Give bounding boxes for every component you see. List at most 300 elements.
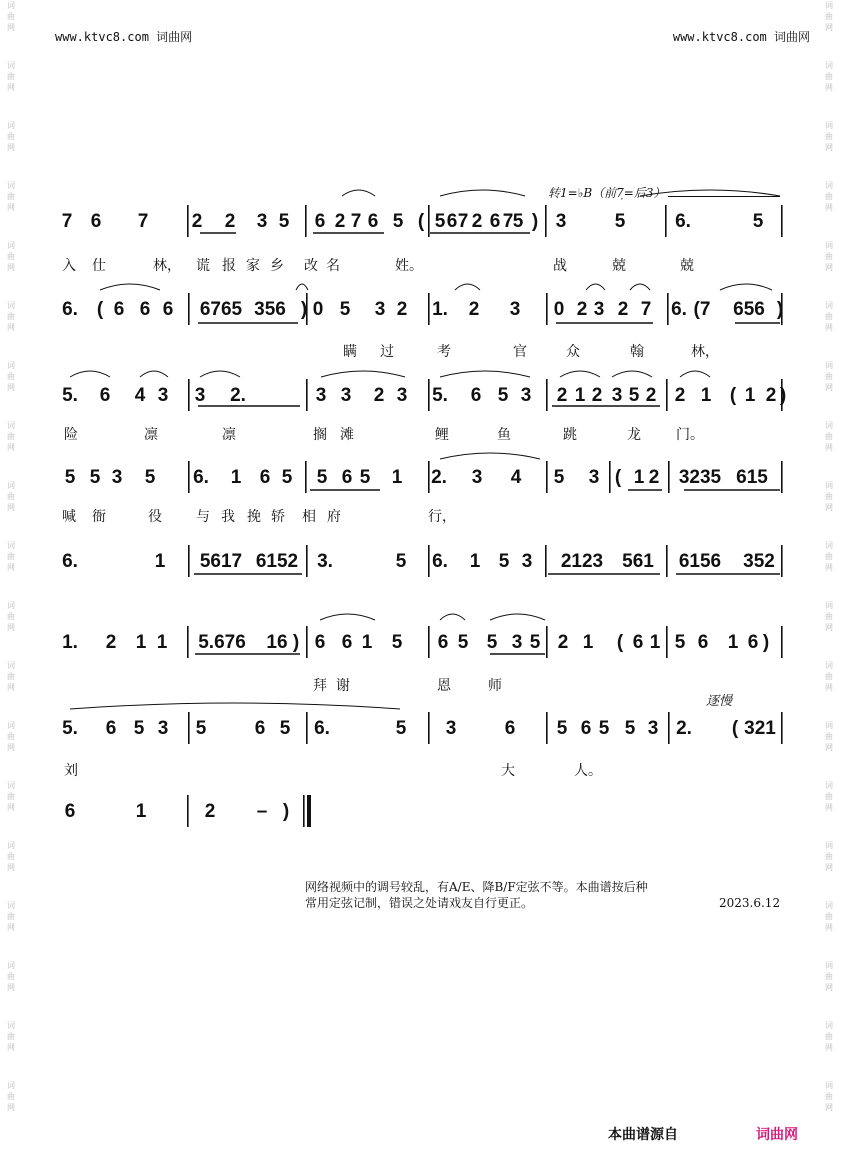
- watermark-char: 网: [7, 23, 15, 32]
- watermark-char: 词: [825, 901, 833, 910]
- note: 6: [489, 211, 501, 232]
- watermark-char: 网: [7, 983, 15, 992]
- watermark-char: 曲: [7, 792, 15, 801]
- watermark-char: 词: [7, 961, 15, 970]
- note: 5.: [432, 385, 448, 406]
- note: 3: [588, 467, 600, 488]
- watermark-char: 词: [825, 721, 833, 730]
- note: 2123: [560, 551, 604, 572]
- barline: [306, 626, 308, 658]
- note: 2.: [230, 385, 246, 406]
- watermark-char: 曲: [825, 552, 833, 561]
- watermark-char: 词: [825, 361, 833, 370]
- note: 5: [279, 718, 291, 739]
- slur: [680, 371, 710, 377]
- barline: [546, 626, 548, 658]
- watermark-char: 曲: [825, 372, 833, 381]
- note: 2: [468, 299, 480, 320]
- watermark-char: 词: [7, 421, 15, 430]
- watermark-char: 网: [825, 203, 833, 212]
- slur: [320, 614, 375, 620]
- note: 5: [359, 467, 371, 488]
- note: 6156: [678, 551, 722, 572]
- note: 321: [744, 718, 776, 739]
- watermark-char: 词: [7, 181, 15, 190]
- note: 6.: [314, 718, 330, 739]
- note: 1: [582, 632, 594, 653]
- watermark-char: 网: [825, 863, 833, 872]
- watermark-char: 词: [7, 301, 15, 310]
- barline: [781, 712, 783, 744]
- watermark-char: 网: [825, 23, 833, 32]
- watermark-char: 网: [825, 143, 833, 152]
- note: 3: [555, 211, 567, 232]
- watermark-char: 网: [825, 743, 833, 752]
- watermark-char: 曲: [7, 132, 15, 141]
- note: 6: [162, 299, 174, 320]
- slur: [720, 284, 772, 290]
- watermark-char: 词: [7, 61, 15, 70]
- note: 1: [633, 467, 645, 488]
- note: 2: [373, 385, 385, 406]
- lyric: 人。: [574, 763, 602, 779]
- note: (7: [693, 299, 711, 320]
- lyric: 家: [246, 258, 260, 274]
- note: 0: [553, 299, 565, 320]
- watermark-char: 词: [7, 1, 15, 10]
- watermark-char: 曲: [7, 912, 15, 921]
- watermark-char: 曲: [825, 672, 833, 681]
- note: 5: [497, 385, 509, 406]
- note: 6.: [62, 299, 78, 320]
- note: 3: [471, 467, 483, 488]
- note: 2: [334, 211, 346, 232]
- note: 6: [105, 718, 117, 739]
- note: 352: [743, 551, 775, 572]
- slur: [342, 190, 375, 196]
- note: 5: [195, 718, 207, 739]
- slur: [440, 371, 530, 377]
- lyric: 战: [553, 258, 567, 274]
- lyric: 过: [380, 344, 394, 360]
- note: 6: [314, 632, 326, 653]
- note: 6: [254, 718, 266, 739]
- watermark-char: 词: [825, 1081, 833, 1090]
- note: 3: [374, 299, 386, 320]
- watermark-char: 网: [825, 1043, 833, 1052]
- note: 5: [64, 467, 76, 488]
- note: 5: [457, 632, 469, 653]
- note-line-1: 网络视频中的调号较乱，有A/E、降B/F定弦不等。本曲谱按后种: [305, 880, 648, 894]
- note: 356: [254, 299, 286, 320]
- watermark-char: 词: [7, 541, 15, 550]
- note: 1: [727, 632, 739, 653]
- note: 6.: [675, 211, 691, 232]
- slur: [490, 614, 545, 620]
- note: 2: [576, 299, 588, 320]
- lyric: 门。: [676, 427, 704, 443]
- note: 3: [647, 718, 659, 739]
- watermark-char: 曲: [825, 492, 833, 501]
- watermark-char: 曲: [7, 732, 15, 741]
- lyric: 搁: [313, 427, 327, 443]
- watermark-char: 词: [825, 181, 833, 190]
- watermark-char: 网: [7, 263, 15, 272]
- note: 1: [700, 385, 712, 406]
- note: 7: [502, 211, 514, 232]
- watermark-char: 词: [825, 121, 833, 130]
- note: 1: [469, 551, 481, 572]
- watermark-char: 曲: [7, 972, 15, 981]
- note: 1: [154, 551, 166, 572]
- barline: [781, 626, 783, 658]
- note: 1.: [62, 632, 78, 653]
- barline: [428, 545, 430, 577]
- note: 2: [224, 211, 236, 232]
- note: 3: [157, 718, 169, 739]
- note: 3: [593, 299, 605, 320]
- note: 5: [598, 718, 610, 739]
- lyric: 官: [513, 344, 527, 360]
- lyric: 恩: [437, 678, 451, 694]
- lyric: 入: [62, 258, 76, 274]
- note: 6152: [255, 551, 299, 572]
- lyric: 行，: [428, 509, 456, 525]
- note: 7: [137, 211, 149, 232]
- barline: [307, 795, 311, 827]
- lyric: 挽: [247, 509, 261, 525]
- note: 5: [556, 718, 568, 739]
- watermark-char: 词: [825, 61, 833, 70]
- lyric: 衙: [92, 509, 106, 525]
- note: 6.: [193, 467, 209, 488]
- barline: [666, 545, 668, 577]
- barline: [188, 379, 190, 411]
- watermark-char: 曲: [825, 252, 833, 261]
- note: 1: [649, 632, 661, 653]
- note: 6: [64, 801, 76, 822]
- lyric: 林，: [153, 258, 181, 274]
- note: 3: [396, 385, 408, 406]
- lyric: 役: [148, 509, 162, 525]
- note: 5: [392, 211, 404, 232]
- watermark-char: 词: [7, 241, 15, 250]
- note: 6: [446, 211, 458, 232]
- watermark-char: 网: [825, 563, 833, 572]
- lyric: 鲤: [435, 427, 449, 443]
- note: 3: [256, 211, 268, 232]
- note: 2: [765, 385, 777, 406]
- note: 6: [139, 299, 151, 320]
- slur: [612, 371, 652, 377]
- note: 3: [445, 718, 457, 739]
- barline: [545, 545, 547, 577]
- note: 2: [556, 385, 568, 406]
- note: 6: [697, 632, 709, 653]
- note-date: 2023.6.12: [719, 896, 781, 910]
- note-line-2: 常用定弦记制，错误之处请戏友自行更正。: [305, 896, 534, 910]
- note: ): [292, 632, 300, 653]
- note: 6: [580, 718, 592, 739]
- barline: [668, 712, 670, 744]
- note: 6: [632, 632, 644, 653]
- note: 7: [640, 299, 652, 320]
- slur: [321, 371, 405, 377]
- watermark-char: 词: [825, 841, 833, 850]
- watermark-char: 词: [7, 901, 15, 910]
- barline: [305, 205, 307, 237]
- watermark-char: 网: [7, 743, 15, 752]
- watermark-char: 网: [7, 1043, 15, 1052]
- note: (: [731, 718, 739, 739]
- watermark-char: 网: [825, 83, 833, 92]
- header-right: www.ktvc8.com 词曲网: [672, 30, 810, 44]
- lyric: 翰: [630, 344, 644, 360]
- note: 3: [520, 385, 532, 406]
- slur: [100, 284, 160, 290]
- note: 1: [361, 632, 373, 653]
- slur: [560, 371, 600, 377]
- watermark-char: 曲: [825, 432, 833, 441]
- note: 6: [113, 299, 125, 320]
- lyric: 众: [566, 344, 580, 360]
- watermark-char: 词: [7, 661, 15, 670]
- note: 5: [486, 632, 498, 653]
- barline: [428, 712, 430, 744]
- watermark-char: 曲: [825, 72, 833, 81]
- note: 3235: [678, 467, 722, 488]
- slur: [586, 284, 605, 290]
- note: 3: [315, 385, 327, 406]
- footer-source: 本曲谱源自: [608, 1127, 678, 1143]
- note: ): [531, 211, 539, 232]
- lyric: 轿: [271, 509, 285, 525]
- key-change-line: [668, 196, 780, 197]
- note: 2.: [676, 718, 692, 739]
- barline: [609, 461, 611, 493]
- note: 6.: [671, 299, 687, 320]
- note: 2: [648, 467, 660, 488]
- watermark-char: 曲: [825, 732, 833, 741]
- barline: [306, 379, 308, 411]
- note: 1: [574, 385, 586, 406]
- watermark-char: 词: [7, 481, 15, 490]
- lyric: 林，: [691, 344, 719, 360]
- slur: [70, 371, 110, 377]
- watermark-char: 曲: [825, 1092, 833, 1101]
- note: 5: [529, 632, 541, 653]
- barline: [188, 712, 190, 744]
- barline: [428, 626, 430, 658]
- watermark-char: 曲: [7, 72, 15, 81]
- header-left: www.ktvc8.com 词曲网: [55, 30, 193, 44]
- watermark-char: 词: [825, 601, 833, 610]
- lyric: 险: [64, 427, 78, 443]
- watermark-char: 词: [7, 781, 15, 790]
- note: 5: [752, 211, 764, 232]
- lyric: 考: [437, 344, 451, 360]
- slur: [630, 284, 650, 290]
- watermark-char: 词: [7, 721, 15, 730]
- barline: [187, 626, 189, 658]
- note: (: [417, 211, 425, 232]
- barline: [428, 461, 430, 493]
- barline: [546, 293, 548, 325]
- lyric: 相: [302, 509, 316, 525]
- watermark-char: 词: [825, 781, 833, 790]
- barline: [188, 545, 190, 577]
- slur: [296, 284, 308, 290]
- note: 5: [674, 632, 686, 653]
- watermark-char: 词: [825, 961, 833, 970]
- barline: [428, 205, 430, 237]
- barline: [187, 795, 189, 827]
- note: 3: [509, 299, 521, 320]
- watermark-char: 曲: [825, 1032, 833, 1041]
- note: 5: [395, 718, 407, 739]
- note: 656: [733, 299, 765, 320]
- slur: [440, 190, 525, 196]
- note: 0: [312, 299, 324, 320]
- barline: [665, 205, 667, 237]
- note: 5: [498, 551, 510, 572]
- note: 6: [367, 211, 379, 232]
- note: 3: [111, 467, 123, 488]
- note: ): [300, 299, 308, 320]
- lyric: 乡: [270, 258, 284, 274]
- lyric: 瞒: [343, 344, 357, 360]
- watermark-char: 曲: [7, 1092, 15, 1101]
- note: 2: [617, 299, 629, 320]
- note: 5: [339, 299, 351, 320]
- watermark-char: 网: [825, 383, 833, 392]
- watermark-char: 词: [7, 361, 15, 370]
- note: (: [616, 632, 624, 653]
- watermark-char: 曲: [825, 312, 833, 321]
- watermark-char: 词: [7, 841, 15, 850]
- watermark-char: 曲: [825, 612, 833, 621]
- note: (: [729, 385, 737, 406]
- lyric: 与: [196, 509, 210, 525]
- lyric: 喊: [62, 509, 76, 525]
- lyric: 龙: [627, 427, 641, 443]
- lyric: 师: [488, 678, 502, 694]
- watermark-char: 词: [825, 1021, 833, 1030]
- watermark-char: 网: [825, 623, 833, 632]
- watermark-char: 曲: [825, 912, 833, 921]
- watermark-char: 网: [7, 443, 15, 452]
- note: 5: [316, 467, 328, 488]
- lyric: 滩: [340, 427, 354, 443]
- watermark-char: 曲: [825, 192, 833, 201]
- lyric: 大: [501, 763, 515, 779]
- note: ): [779, 385, 787, 406]
- barline: [546, 712, 548, 744]
- slur: [200, 371, 240, 377]
- note: ): [762, 632, 770, 653]
- note: 3: [194, 385, 206, 406]
- note: 16: [266, 632, 288, 653]
- note: 6.: [62, 551, 78, 572]
- barline: [303, 795, 305, 827]
- barline: [781, 205, 783, 237]
- barline: [546, 379, 548, 411]
- note: 5: [89, 467, 101, 488]
- slur: [455, 284, 480, 290]
- note: 5: [278, 211, 290, 232]
- note: 7: [350, 211, 362, 232]
- barline: [306, 712, 308, 744]
- note: 2: [396, 299, 408, 320]
- note: 6.: [432, 551, 448, 572]
- note: 2: [645, 385, 657, 406]
- barline: [666, 379, 668, 411]
- lyric: 谎: [196, 258, 210, 274]
- lyric: 谢: [336, 678, 350, 694]
- note: –: [256, 801, 268, 822]
- watermark-char: 曲: [7, 852, 15, 861]
- barline: [667, 293, 669, 325]
- note: ): [776, 299, 784, 320]
- note: 6765: [199, 299, 243, 320]
- barline: [188, 461, 190, 493]
- note: 6: [314, 211, 326, 232]
- barline: [428, 379, 430, 411]
- watermark-char: 网: [7, 923, 15, 932]
- note: 3: [340, 385, 352, 406]
- note: 5: [391, 632, 403, 653]
- note: 5: [512, 211, 524, 232]
- lyric: 凛: [222, 427, 236, 443]
- lyric: 府: [327, 509, 341, 525]
- note: 5.: [62, 718, 78, 739]
- note: 3: [611, 385, 623, 406]
- barline: [668, 461, 670, 493]
- watermark-char: 网: [7, 1103, 15, 1112]
- barline: [666, 626, 668, 658]
- watermark-char: 网: [7, 143, 15, 152]
- note: 1: [135, 632, 147, 653]
- note: 6: [470, 385, 482, 406]
- watermark-char: 曲: [825, 12, 833, 21]
- note: 1: [744, 385, 756, 406]
- note: 5617: [199, 551, 243, 572]
- note: (: [614, 467, 622, 488]
- watermark-char: 网: [825, 923, 833, 932]
- note: 6: [504, 718, 516, 739]
- watermark-char: 网: [825, 983, 833, 992]
- watermark-char: 网: [7, 323, 15, 332]
- barline: [781, 461, 783, 493]
- watermark-char: 曲: [7, 612, 15, 621]
- note: 5: [553, 467, 565, 488]
- watermark-char: 网: [825, 803, 833, 812]
- note: 6: [747, 632, 759, 653]
- note: 5: [434, 211, 446, 232]
- watermark-char: 词: [7, 1081, 15, 1090]
- lyric: 跳: [563, 427, 577, 443]
- watermark-char: 网: [7, 683, 15, 692]
- note: 5: [628, 385, 640, 406]
- note: 2: [471, 211, 483, 232]
- barline: [187, 205, 189, 237]
- note: 5: [144, 467, 156, 488]
- watermark-char: 曲: [7, 552, 15, 561]
- note: 5.: [62, 385, 78, 406]
- note: 6: [90, 211, 102, 232]
- barline: [188, 293, 190, 325]
- note: 3: [511, 632, 523, 653]
